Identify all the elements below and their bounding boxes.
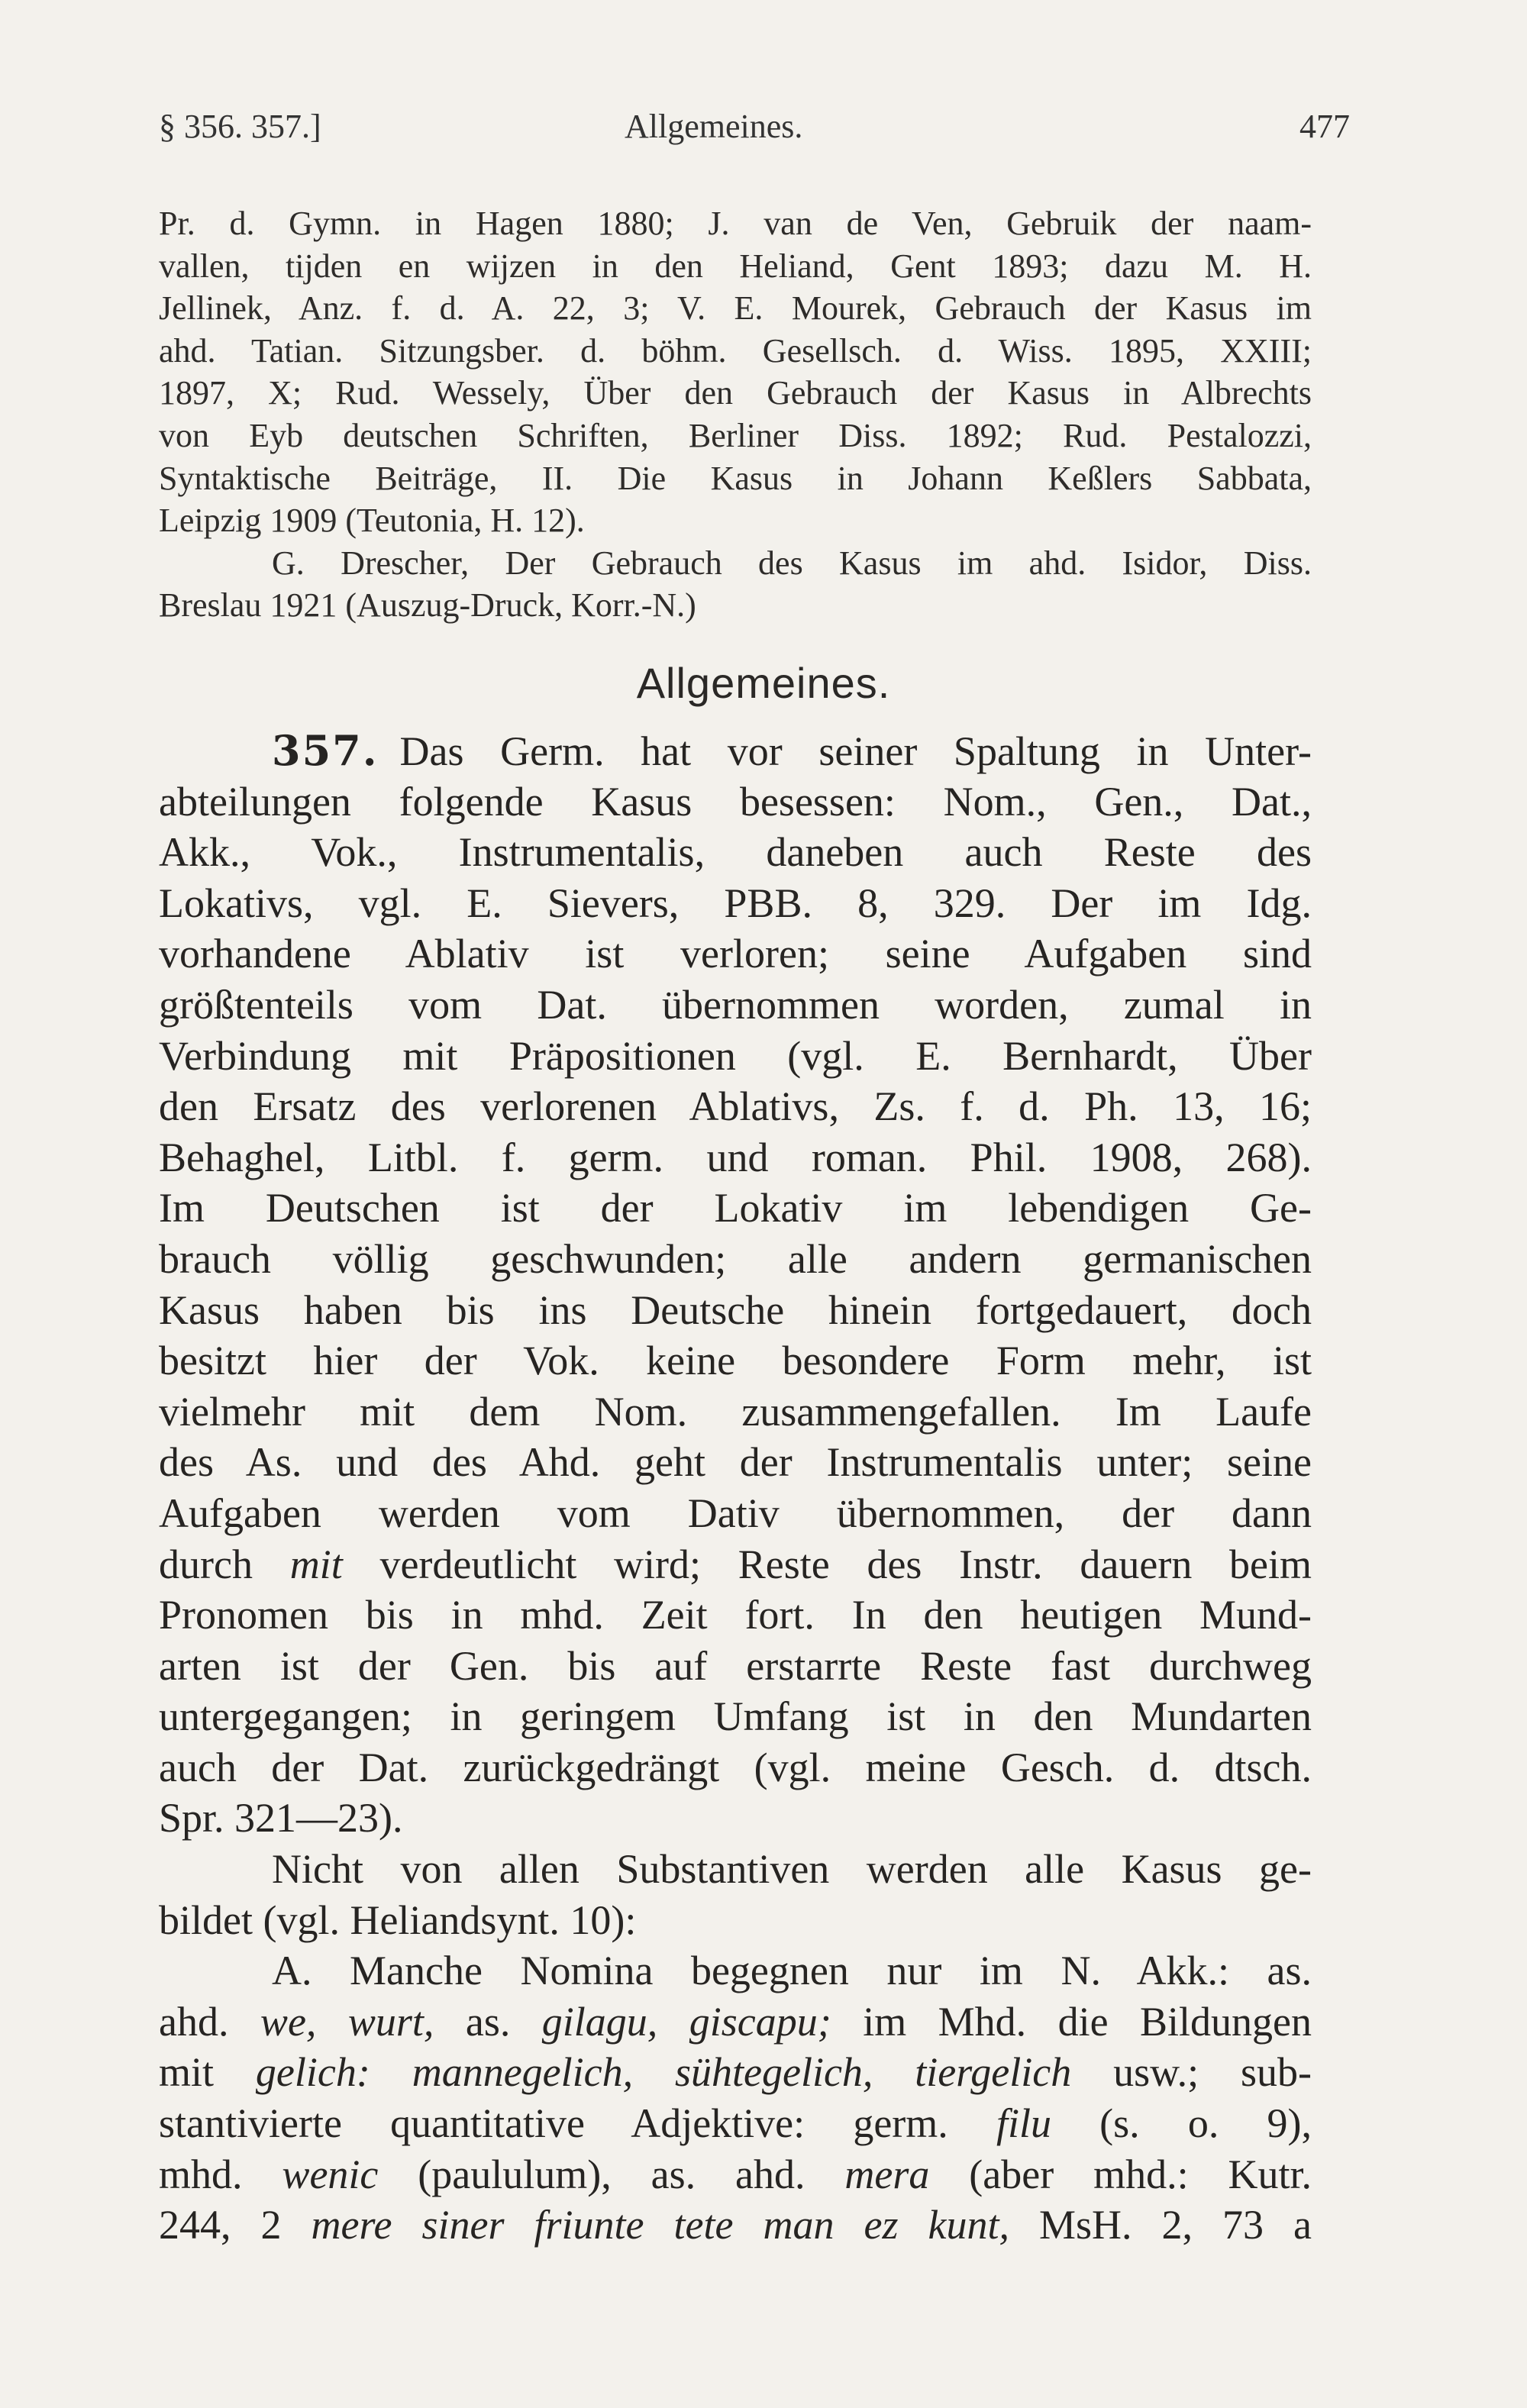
text-line: durch mit verdeutlicht wird; Reste des Instr. dauern beim — [159, 1541, 1312, 1587]
text-line: Behaghel, Litbl. f. germ. und roman. Phil. 1908, 268). — [159, 1134, 1312, 1180]
text-line: Spr. 321—23). — [159, 1795, 403, 1842]
running-header — [159, 107, 1350, 153]
text-line: größtenteils vom Dat. übernommen worden, zumal in — [159, 981, 1312, 1028]
text-line: Im Deutschen ist der Lokativ im lebendigen Ge- — [159, 1185, 1312, 1231]
header-title: Allgemeines. — [625, 108, 803, 145]
bib-line: von Eyb deutschen Schriften, Berliner Diss. 1892; Rud. Pestalozzi, — [159, 416, 1312, 454]
text-line: 357. Das Germ. hat vor seiner Spaltung in Unter- — [272, 726, 1312, 775]
text-line: Verbindung mit Präpositionen (vgl. E. Bernhardt, Über — [159, 1032, 1312, 1079]
bib-line: Leipzig 1909 (Teutonia, H. 12). — [159, 502, 585, 540]
section-a-line: mhd. wenic (paululum), as. ahd. mera (aber mhd.: Kutr. — [159, 2151, 1312, 2197]
text-line: Akk., Vok., Instrumentalis, daneben auch Reste des — [159, 829, 1312, 876]
main-text — [159, 725, 1312, 2251]
bib-line: Jellinek, Anz. f. d. A. 22, 3; V. E. Mourek, Gebrauch der Kasus im — [159, 289, 1312, 328]
header-section-ref: § 356. 357.] — [159, 108, 321, 145]
bib-line: Syntaktische Beiträge, II. Die Kasus in Johann Keßlers Sabbata, — [159, 459, 1312, 497]
page-number: 477 — [1299, 108, 1350, 145]
section-a-line: A. Manche Nomina begegnen nur im N. Akk.: as. — [272, 1948, 1312, 1994]
section-a-line: stantivierte quantitative Adjektive: germ. filu (s. o. 9), — [159, 2100, 1312, 2147]
italic-word: mit — [289, 1541, 343, 1587]
text-line: besitzt hier der Vok. keine besondere Form mehr, ist — [159, 1338, 1312, 1384]
text-line: auch der Dat. zurückgedrängt (vgl. meine Gesch. d. dtsch. — [159, 1744, 1312, 1790]
text-line: bildet (vgl. Heliandsynt. 10): — [159, 1896, 637, 1943]
section-a-line: ahd. we, wurt, as. gilagu, giscapu; im Mhd. die Bildungen — [159, 1998, 1312, 2045]
text-line: vorhandene Ablativ ist verloren; seine Aufgaben sind — [159, 931, 1312, 977]
text-line: Lokativs, vgl. E. Sievers, PBB. 8, 329. Der im Idg. — [159, 880, 1312, 926]
text-line: untergegangen; in geringem Umfang ist in den Mundarten — [159, 1693, 1312, 1740]
section-title: Allgemeines. — [636, 659, 891, 707]
text-line: den Ersatz des verlorenen Ablativs, Zs. f. d. Ph. 13, 16; — [159, 1083, 1312, 1130]
bib-line: Pr. d. Gymn. in Hagen 1880; J. van de Ven, Gebruik der naam- — [159, 205, 1312, 242]
bib-line: vallen, tijden en wijzen in den Heliand, Gent 1893; dazu M. H. — [159, 247, 1312, 285]
text-line: Aufgaben werden vom Dativ übernommen, der dann — [159, 1490, 1312, 1536]
text-line: Pronomen bis in mhd. Zeit fort. In den heutigen Mund- — [159, 1592, 1312, 1638]
text-line: vielmehr mit dem Nom. zusammengefallen. Im Laufe — [159, 1388, 1312, 1435]
bib-line: 1897, X; Rud. Wessely, Über den Gebrauch der Kasus in Albrechts — [159, 374, 1312, 412]
text-line: Nicht von allen Substantiven werden alle Kasus ge- — [272, 1846, 1312, 1893]
text-line: abteilungen folgende Kasus besessen: Nom., Gen., Dat., — [159, 778, 1312, 825]
text-line: brauch völlig geschwunden; alle andern germanischen — [159, 1235, 1312, 1282]
text-line: arten ist der Gen. bis auf erstarrte Reste fast durchweg — [159, 1642, 1312, 1689]
bib-line: G. Drescher, Der Gebrauch des Kasus im ahd. Isidor, Diss. — [272, 544, 1312, 582]
section-a-line: 244, 2 mere siner friunte tete man ez kunt, MsH. 2, 73 a — [159, 2202, 1312, 2248]
bib-line: ahd. Tatian. Sitzungsber. d. böhm. Gesellsch. d. Wiss. 1895, XXIII; — [159, 331, 1312, 370]
section-a-line: mit gelich: mannegelich, sühtegelich, tiergelich usw.; sub- — [159, 2049, 1312, 2096]
text-line: Kasus haben bis ins Deutsche hinein fortgedauert, doch — [159, 1286, 1312, 1333]
bibliography-block — [159, 202, 1312, 627]
bib-line: Breslau 1921 (Auszug-Druck, Korr.-N.) — [159, 586, 696, 625]
text-line: des As. und des Ahd. geht der Instrumentalis unter; seine — [159, 1439, 1312, 1486]
paragraph-number: 357. — [272, 726, 379, 775]
